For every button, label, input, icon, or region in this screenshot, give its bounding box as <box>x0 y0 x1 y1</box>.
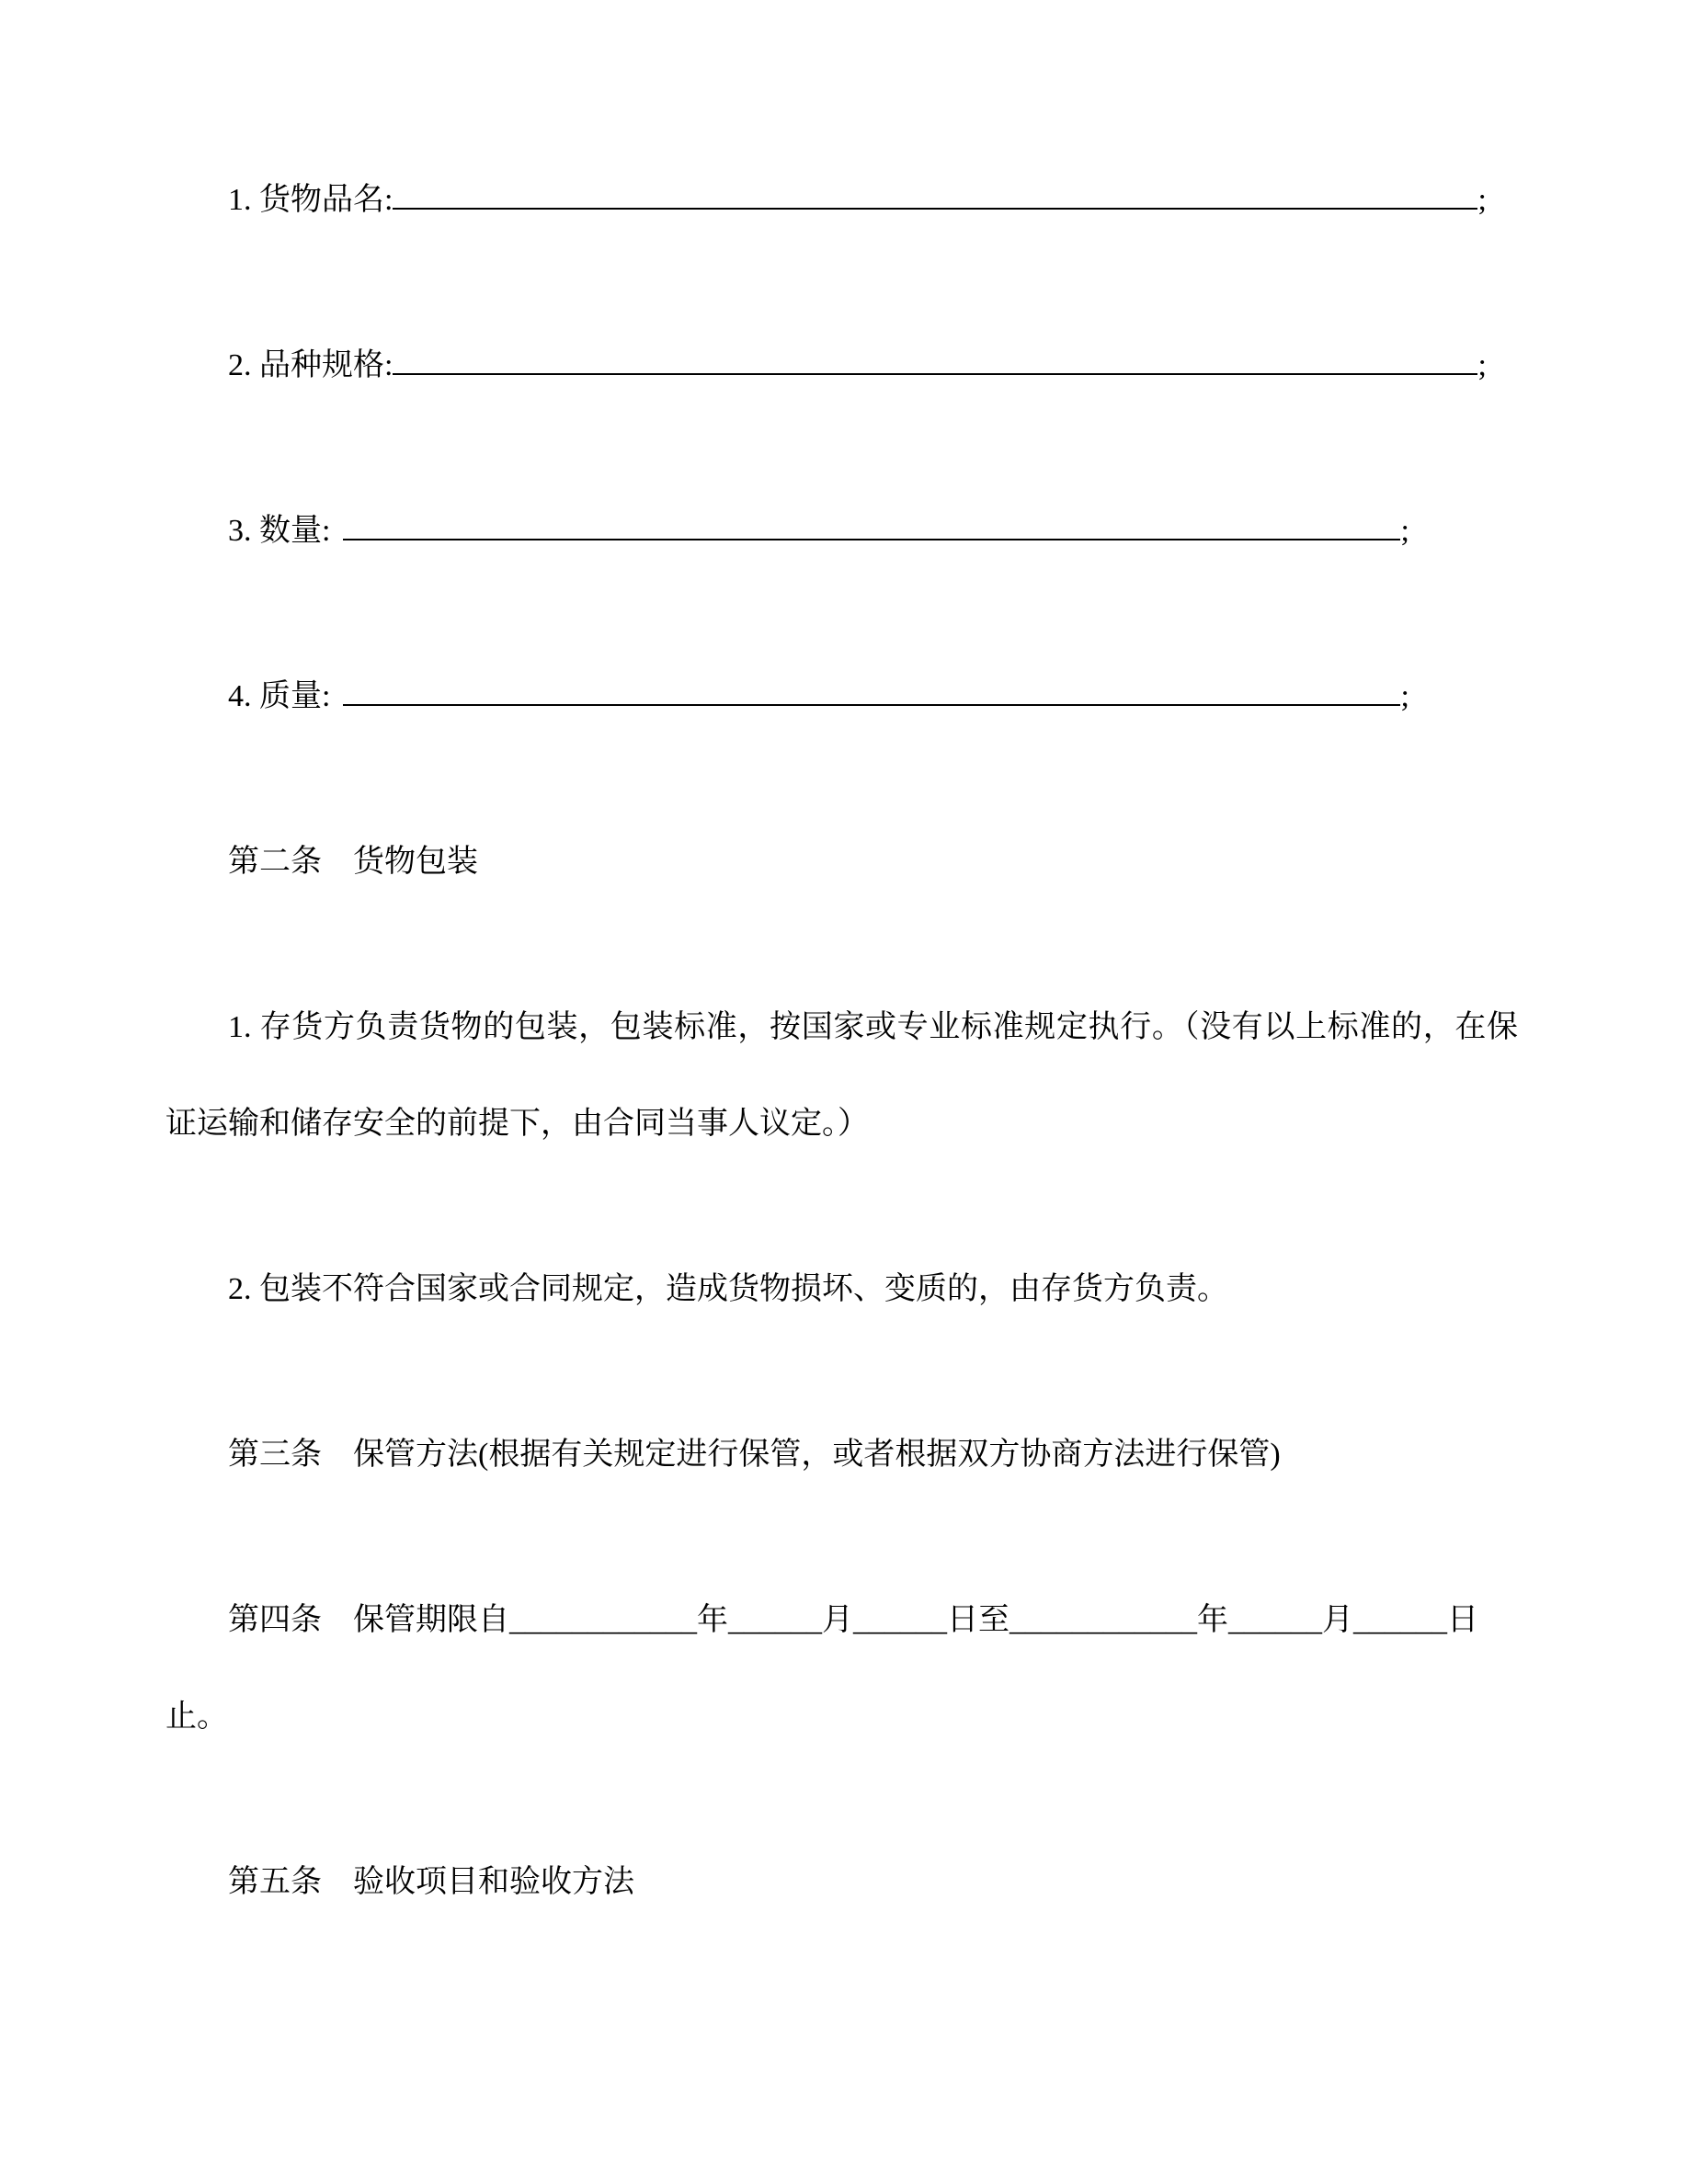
article-2-heading: 第二条 货物包装 <box>228 845 478 879</box>
article-5-heading: 第五条 验收项目和验收方法 <box>228 1865 634 1899</box>
article-2-clause-1: 1. 存货方负责货物的包装，包装标准，按国家或专业标准规定执行。（没有以上标准的，在保证运输和储存安全的前提下，由合同当事人议定。） <box>165 1010 1518 1141</box>
item-1-goods-name <box>165 152 1518 248</box>
item-2-variety-spec <box>165 317 1518 414</box>
item-4-quality <box>165 648 1518 745</box>
article-4-storage-period <box>165 1572 1518 1765</box>
article-3-heading: 第三条 保管方法(根据有关规定进行保管，或者根据双方协商方法进行保管) <box>228 1438 1281 1472</box>
article-2-clause-2: 2. 包装不符合国家或合同规定，造成货物损坏、变质的，由存货方负责。 <box>228 1272 1228 1306</box>
item-1-blank-line <box>393 206 1477 210</box>
item-2-blank-line <box>393 371 1477 375</box>
item-3-label: 3. 数量: <box>228 514 331 548</box>
item-2-suffix: ; <box>1477 348 1487 382</box>
item-3-blank-line <box>343 537 1400 540</box>
item-3-quantity <box>165 483 1518 579</box>
article-4-line-1: 第四条 保管期限自____________年______月______日至____________年______月______日 <box>228 1603 1478 1637</box>
item-4-suffix: ; <box>1400 679 1409 713</box>
item-1-suffix: ; <box>1477 183 1487 217</box>
article-4-line-2: 止。 <box>165 1700 228 1734</box>
item-4-label: 4. 质量: <box>228 679 331 713</box>
item-3-suffix: ; <box>1400 514 1409 548</box>
item-1-label: 1. 货物品名: <box>228 183 393 217</box>
item-2-label: 2. 品种规格: <box>228 348 393 382</box>
item-4-blank-line <box>343 702 1400 706</box>
